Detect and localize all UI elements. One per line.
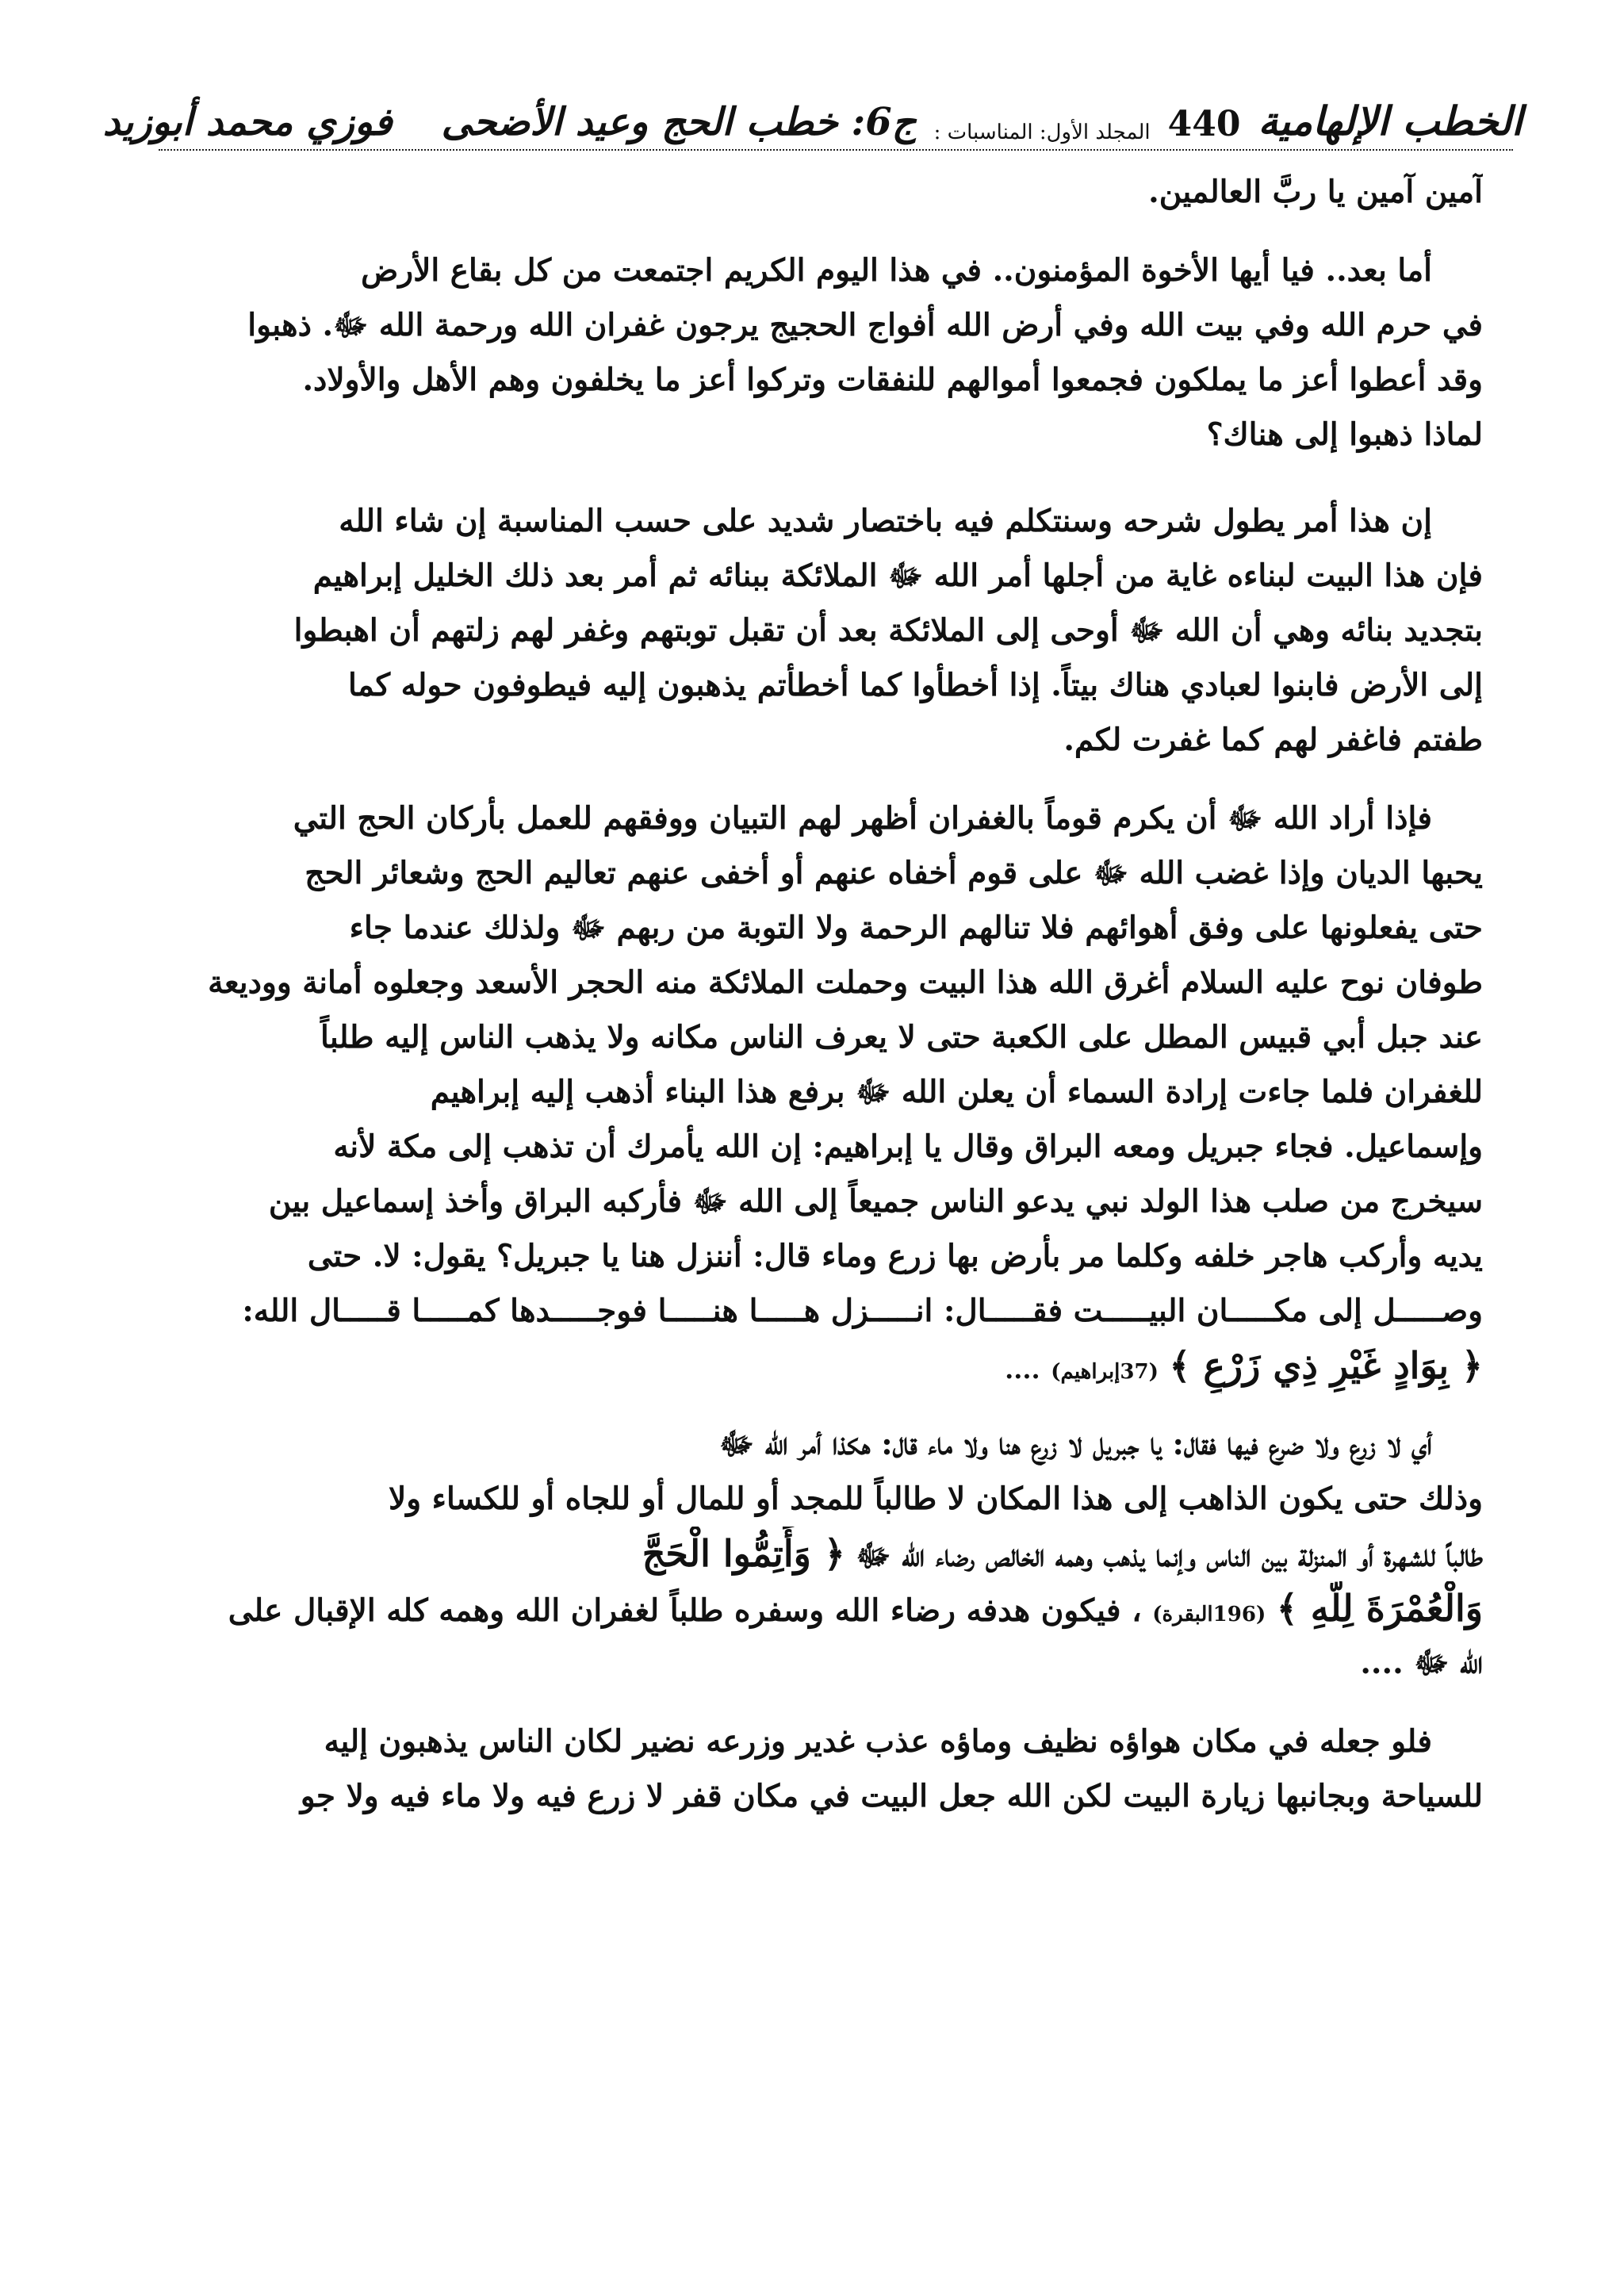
text-line: وقد أعطوا أعز ما يملكون فجمعوا أموالهم للنفقات وتركوا أعز ما يخلفون وهم الأهل والأولاد. — [302, 362, 1483, 398]
text-line: عند جبل أبي قبيس المطل على الكعبة حتى لا يعرف الناس مكانه ولا يذهب الناس إليه طلباً — [320, 1019, 1483, 1055]
text-line — [136, 1527, 1483, 1581]
paragraph-gap — [136, 1393, 1483, 1417]
text-line: فلو جعله في مكان هواؤه نظيف وماؤه عذب غدير وزرعه نضير لكان الناس يذهبون إليه — [324, 1723, 1432, 1760]
quran-verse: ﴿ بِوَادٍ غَيْرِ ذِي زَرْعٍ ﴾ — [1169, 1344, 1483, 1387]
text-line: حتى يفعلونها على وفق أهوائهم فلا تنالهم الرحمة ولا التوبة من ربهم ﷻ ولذلك عندما جاء — [349, 910, 1483, 946]
text-line: إن هذا أمر يطول شرحه وسنتكلم فيه باختصار شديد على حسب المناسبة إن شاء الله — [339, 503, 1432, 539]
text-line: طوفان نوح عليه السلام أغرق الله هذا البيت وحملت الملائكة منه الحجر الأسعد وجعلوه أمانة ووديعة — [208, 964, 1483, 1001]
verse-reference: (37إبراهيم) — [1051, 1360, 1159, 1384]
author-name: فوزي محمد أبوزيد — [102, 100, 393, 144]
quran-verse: ﴿ وَأَتِمُّوا الْحَجَّ — [642, 1532, 845, 1575]
text-line: يحبها الديان وإذا غضب الله ﷻ على قوم أخفاه عنهم أو أخفى عنهم تعاليم الحج وشعائر الحج — [304, 855, 1483, 891]
text-line: آمين آمين يا ربَّ العالمين. — [1148, 174, 1483, 210]
text-line: بتجديد بنائه وهي أن الله ﷻ أوحى إلى الملائكة بعد أن تقبل توبتهم وغفر لهم زلتهم أن اهبطوا — [293, 612, 1483, 649]
text-line: سيخرج من صلب هذا الولد نبي يدعو الناس جميعاً إلى الله ﷻ فأركبه البراق وأخذ إسماعيل بين — [268, 1183, 1483, 1220]
page-header — [102, 73, 1522, 144]
paragraph-gap — [136, 462, 1483, 494]
paragraph-gap — [136, 220, 1483, 243]
text-line: في حرم الله وفي بيت الله وفي أرض الله أفواج الحجيج يرجون غفران الله ورحمة الله ﷻ. ذهبوا — [247, 307, 1483, 343]
text-line: فإن هذا البيت لبناءه غاية من أجلها أمر الله ﷻ الملائكة ببنائه ثم أمر بعد ذلك الخليل إبراهيم — [312, 557, 1483, 594]
verse-reference: (196البقرة) — [1152, 1603, 1266, 1626]
text-segment: ، فيكون هدفه رضاء الله وسفره طلباً لغفران الله وهمه كله الإقبال على — [228, 1592, 1142, 1629]
text-line: إلى الأرض فابنوا لعبادي هناك بيتاً. إذا أخطأوا كما أخطأتم يذهبون إليه فيطوفون حوله كما — [348, 667, 1483, 703]
text-line: للغفران فلما جاءت إرادة السماء أن يعلن الله ﷻ برفع هذا البناء أذهب إليه إبراهيم — [430, 1074, 1483, 1110]
text-line: الله ﷻ .... — [1360, 1645, 1483, 1681]
body-text — [136, 165, 1483, 1824]
text-line: وذلك حتى يكون الذاهب إلى هذا المكان لا طالباً للمجد أو للمال أو للجاه أو للكساء ولا — [388, 1481, 1483, 1517]
text-line: يديه وأركب هاجر خلفه وكلما مر بأرض بها زرع وماء قال: أننزل هنا يا جبريل؟ يقول: لا. حتى — [307, 1238, 1483, 1274]
text-line: للسياحة وبجانبها زيارة البيت لكن الله جعل البيت في مكان قفر لا زرع فيه ولا ماء فيه ولا جو — [300, 1778, 1483, 1814]
text-line — [136, 1581, 1483, 1636]
text-line: وصـــــل إلى مكـــــان البيـــــت فقـــــال: انـــــزل هـــــا هنـــــا فوجـــــدها كمـــــا قـــــال الله: — [242, 1293, 1483, 1329]
text-line: أما بعد.. فيا أيها الأخوة المؤمنون.. في هذا اليوم الكريم اجتمعت من كل بقاع الأرض — [361, 252, 1432, 289]
text-line: لماذا ذهبوا إلى هناك؟ — [1206, 416, 1483, 453]
text-line: فإذا أراد الله ﷻ أن يكرم قوماً بالغفران أظهر لهم التبيان ووفقهم للعمل بأركان الحج التي — [293, 800, 1432, 837]
header-divider — [159, 149, 1513, 151]
paragraph-gap — [136, 1691, 1483, 1714]
text-line: وإسماعيل. فجاء جبريل ومعه البراق وقال يا إبراهيم: إن الله يأمرك أن تذهب إلى مكة لأنه — [333, 1128, 1483, 1165]
text-segment: طالباً للشهرة أو المنزلة بين الناس وإنما يذهب وهمه الخالص رضاء الله ﷻ — [856, 1538, 1483, 1574]
text-line: أي لا زرع ولا ضرع فيها فقال: يا جبريل لا زرع هنا ولا ماء قال: هكذا أمر الله ﷻ — [718, 1426, 1432, 1462]
quran-verse: وَالْعُمْرَةَ لِلَّهِ ﴾ — [1276, 1587, 1483, 1630]
quran-line — [136, 1339, 1483, 1393]
book-title: الخطب الإلهامية — [1258, 98, 1522, 144]
text-line: طفتم فاغفر لهم كما غفرت لكم. — [1063, 722, 1483, 758]
volume-label: المجلد الأول: المناسبات : — [933, 121, 1151, 144]
part-title: ج6: خطب الحج وعيد الأضحى — [441, 100, 917, 144]
paragraph-gap — [136, 768, 1483, 791]
page-number: 440 — [1167, 104, 1241, 144]
ellipsis: .... — [1005, 1354, 1040, 1385]
